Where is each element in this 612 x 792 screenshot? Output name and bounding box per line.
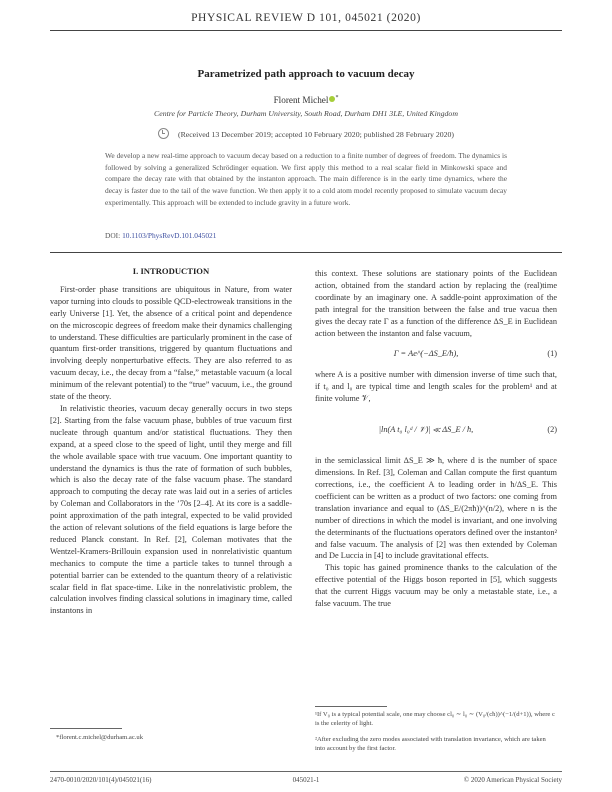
abstract-rule bbox=[50, 252, 562, 253]
affiliation: Centre for Particle Theory, Durham University, South Road, Durham DH1 3LE, United Kingdom bbox=[154, 109, 458, 118]
dates-line bbox=[0, 128, 612, 139]
equation-1 bbox=[315, 347, 557, 361]
footnote-1: ¹If V₀ is a typical potential scale, one may choose cl₀ ∼ l₀ ∼ (V₀/(cħ))^(−1/(d+1)), where c is the celerity of light. bbox=[315, 711, 555, 727]
intro-paragraph-4: where A is a positive number with dimension inverse of time such that, if t₀ and l₀ are typical time and length scales for the problem¹ and at finite volume 𝒱, bbox=[315, 370, 557, 404]
intro-paragraph-5: in the semiclassical limit ΔS_E ≫ ħ, where d is the number of space dimensions. In Ref. [3], Coleman and Callan compute the first quantum corrections, i.e., the coefficient A to leading order in ħ/ΔS_E. This coefficient can be written as a product of two factors: one coming from translation invariance and equal to (ΔS_E/(2πħ))^(n/2), where n is the number of directions in which the model is invariant, and one involving the determinants of the fluctuations operators defined over the instanton² and false vacuum. The analysis of [2] was then extended by Coleman and De Luccia in [4] to include gravitational effects. bbox=[315, 456, 557, 561]
intro-paragraph-2: In relativistic theories, vacuum decay generally occurs in two steps [2]. Starting from the false vacuum phase, bubbles of true vacuum first nucleate through quantum and/or statistical fluctuations. They then expand, at a speed close to the speed of light, until they merge and fill the whole available space with true vacuum. One important quantity to understand the dynamics is thus the rate of formation of such bubbles, which is also the decay rate of the false vacuum phase. The standard approach to computing the decay rate was laid out in a series of articles by Coleman and Collaborators in the ’70s [2–4]. At its core is a saddle-point approximation of the path integral, expected to be valid provided the action of relevant solutions of the field equations is large before the reduced Planck constant. In Ref. [2], Coleman motivates that the Wentzel-Kramers-Brillouin expansion used in nonrelativistic quantum mechanics to compute the time a particle takes to tunnel through a potential barrier can be extended to the quantum theory of a relativistic scalar field in flat space-time. Like in the nonrelativistic problem, the calculation involves finding classical solutions in imaginary time, called instantons in bbox=[50, 403, 292, 616]
intro-paragraph-3: this context. These solutions are stationary points of the Euclidean action, obtained from the standard action by replacing the (real)time coordinate by an imaginary one. A saddle-point approximation of the path integral for the transition between the false and true vacua then gives the decay rate Γ as a function of the difference ΔS_E in Euclidean action between the instanton and false vacuum, bbox=[315, 269, 557, 338]
author-line: Florent Michel * bbox=[273, 95, 339, 106]
doi-line bbox=[105, 231, 216, 240]
equation-2-number: (2) bbox=[547, 425, 557, 435]
history-icon[interactable] bbox=[158, 128, 169, 139]
equation-1-number: (1) bbox=[547, 349, 557, 359]
doi-label: DOI: bbox=[105, 231, 121, 240]
left-column bbox=[50, 266, 292, 617]
article-title: Parametrized path approach to vacuum decay bbox=[197, 68, 415, 80]
equation-2 bbox=[315, 413, 557, 447]
doi-link[interactable]: 10.1103/PhysRevD.101.045021 bbox=[122, 231, 217, 240]
right-column bbox=[315, 268, 557, 610]
author-name: Florent Michel bbox=[273, 95, 329, 106]
intro-paragraph-1: First-order phase transitions are ubiquitous in Nature, from water vapor turning into clouds to possible QCD-electroweak transitions in the early Universe [1]. Yet, the absence of a critical point and dependence on the microscopic degrees of freedom make their dynamics challenging to understand. These difficulties are particularly prominent in the case of quantum first-order transitions, triggered by quantum fluctuations and involving deeply nonperturbative effects. They are also referred to as vacuum decay, i.e., the decay from a “false,” metastable vacuum (a local minimum of the relevant potential) to the “true” vacuum, i.e., the ground state of the theory. bbox=[50, 284, 292, 402]
equation-1-body: Γ = Ae^(−ΔS_E/ħ), bbox=[393, 349, 459, 359]
header-rule bbox=[50, 30, 562, 31]
section-heading-introduction: I. INTRODUCTION bbox=[132, 266, 210, 276]
footnote-corresponding: *florent.c.michel@durham.ac.uk bbox=[56, 734, 143, 741]
footnote-2: ²After excluding the zero modes associated with translation invariance, which are taken into account by the first factor. bbox=[315, 736, 546, 752]
footnote-rule-right bbox=[315, 706, 387, 707]
equation-2-body: |ln(A t₀ l₀ᵈ / 𝒱)| ≪ ΔS_E / ħ, bbox=[378, 425, 474, 435]
journal-header: PHYSICAL REVIEW D 101, 045021 (2020) bbox=[191, 12, 421, 24]
article-dates: (Received 13 December 2019; accepted 10 February 2020; published 28 February 2020) bbox=[177, 130, 455, 139]
footer-issn: 2470-0010/2020/101(4)/045021(16) bbox=[50, 776, 152, 784]
footnote-rule-left bbox=[50, 728, 122, 729]
footer-copyright: © 2020 American Physical Society bbox=[463, 776, 562, 784]
abstract: We develop a new real-time approach to vacuum decay based on a reduction to a finite number of degrees of freedom. The dynamics is followed by solving a generalized Schrödinger equation. We first apply this method to a real scalar field in Minkowski space and compare the decay rate with that obtained by the instanton approach. The main difference is in the early time dynamics, where the decay is faster due to the tail of the wave function. We then apply it to a cold atom model recently proposed to simulate vacuum decay experimentally. This approach will be extended to include gravity in a future work. bbox=[105, 151, 507, 207]
footer-rule bbox=[50, 771, 562, 772]
footer-page-number: 045021-1 bbox=[292, 776, 320, 784]
intro-paragraph-6: This topic has gained prominence thanks to the calculation of the effective potential of the Higgs boson reported in [5], which suggests that the current Higgs vacuum may be only a metastable state, i.e., a false vacuum. The true bbox=[315, 563, 557, 609]
